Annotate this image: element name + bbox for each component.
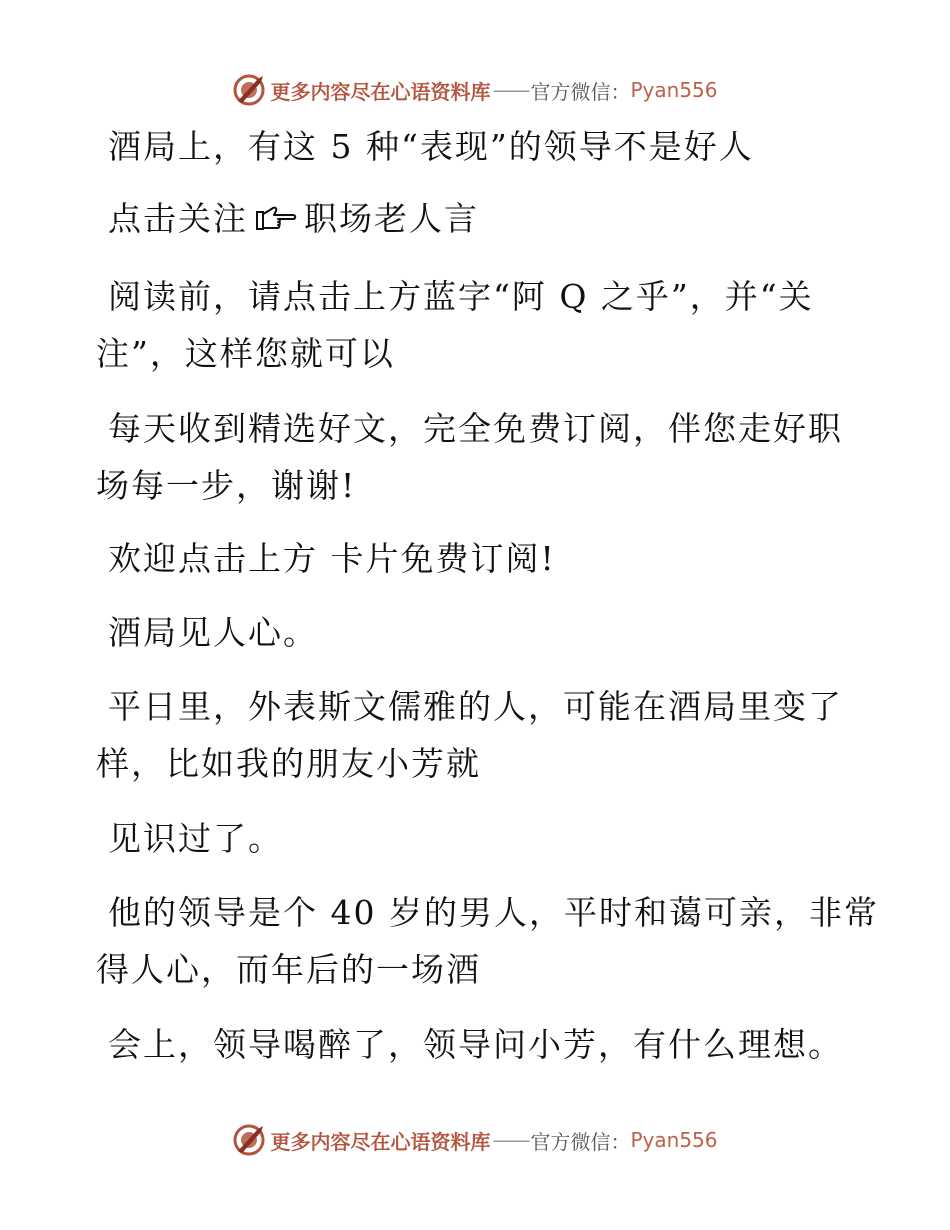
banner-dash: —— bbox=[492, 1128, 529, 1152]
paragraph-subscribe: 每天收到精选好文，完全免费订阅，伴您走好职 场每一步，谢谢! bbox=[96, 409, 843, 505]
follow-label: 点击关注 bbox=[108, 199, 248, 238]
banner-wechat-id: Pyan556 bbox=[630, 1128, 718, 1152]
article-title: 酒局上，有这 5 种“表现”的领导不是好人 bbox=[108, 127, 754, 166]
paragraph-read-before: 阅读前，请点击上方蓝字“阿 Q 之乎”，并“关 注”，这样您就可以 bbox=[96, 277, 814, 373]
banner-official-label: 官方微信： bbox=[530, 1129, 631, 1154]
banner-brand-text: 更多内容尽在心语资料库 bbox=[270, 1129, 491, 1154]
banner-wechat-id: Pyan556 bbox=[630, 78, 718, 102]
quill-logo-icon bbox=[232, 1123, 266, 1157]
account-name: 职场老人言 bbox=[304, 199, 479, 238]
paragraph-story-3: 他的领导是个 40 岁的男人，平时和蔼可亲，非常 得人心，而年后的一场酒 bbox=[96, 893, 879, 989]
banner-official-label: 官方微信： bbox=[530, 79, 631, 104]
paragraph-story-1: 平日里，外表斯文儒雅的人，可能在酒局里变了 样，比如我的朋友小芳就 bbox=[96, 687, 843, 783]
paragraph-intro: 酒局见人心。 bbox=[108, 613, 318, 652]
banner-brand-text: 更多内容尽在心语资料库 bbox=[270, 79, 491, 104]
paragraph-story-2: 见识过了。 bbox=[108, 819, 283, 858]
header-watermark-banner bbox=[0, 70, 950, 110]
follow-line bbox=[96, 190, 856, 247]
paragraph-story-4: 会上，领导喝醉了，领导问小芳，有什么理想。 bbox=[108, 1025, 843, 1064]
quill-logo-icon bbox=[232, 73, 266, 107]
pointing-hand-icon bbox=[254, 204, 298, 234]
banner-dash: —— bbox=[492, 78, 529, 102]
paragraph-welcome: 欢迎点击上方 卡片免费订阅! bbox=[108, 539, 556, 578]
footer-watermark-banner bbox=[0, 1120, 950, 1160]
